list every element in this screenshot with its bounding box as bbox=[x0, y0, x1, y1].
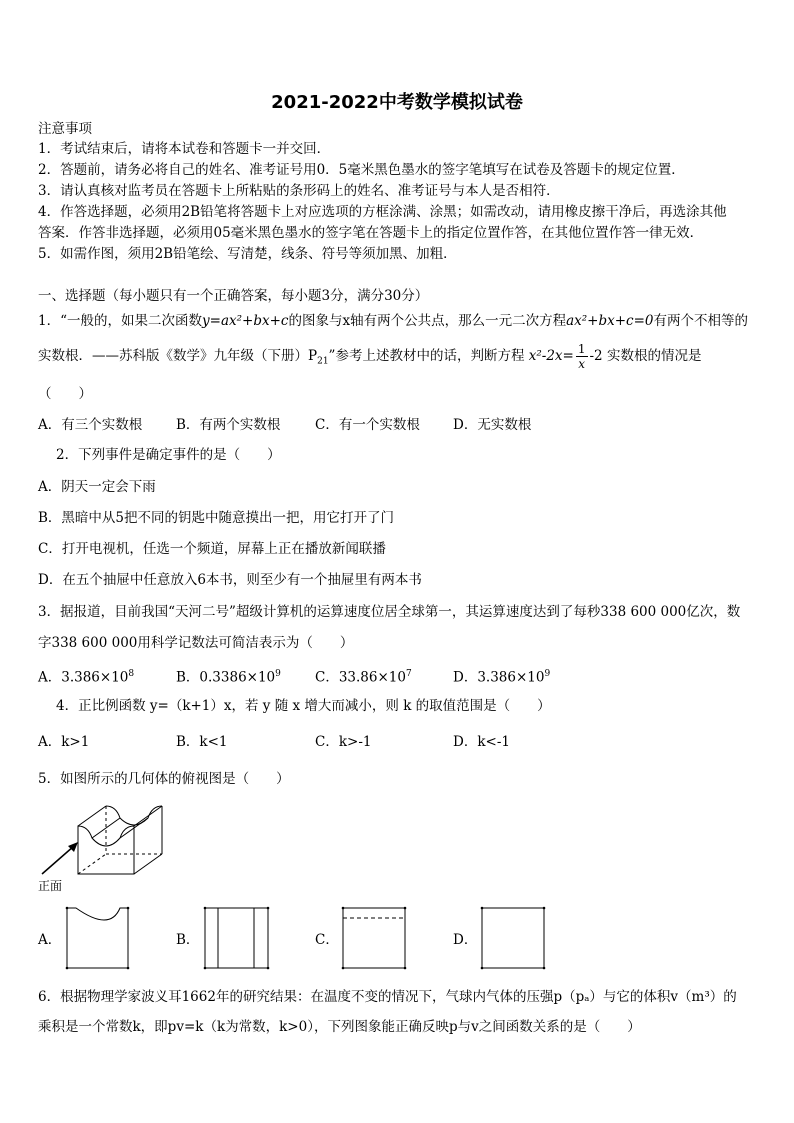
q5-option-c-label[interactable]: C． bbox=[315, 932, 339, 948]
q4-option-c[interactable]: C．k>-1 bbox=[315, 734, 372, 750]
arrow-line bbox=[42, 846, 74, 874]
q5-option-a-figure[interactable] bbox=[64, 904, 132, 972]
notice-item: 5．如需作图，须用2B铅笔绘、写清楚，线条、符号等须加黑、加粗． bbox=[38, 246, 457, 262]
notice-item: 2．答题前，请务必将自己的姓名、准考证号用0．5毫米黑色墨水的签字笔填写在试卷及答题卡的规定位置． bbox=[38, 162, 685, 178]
question-2-stem: 2．下列事件是确定事件的是（ ） bbox=[56, 447, 281, 463]
section-heading: 一、选择题（每小题只有一个正确答案，每小题3分，满分30分） bbox=[38, 288, 429, 304]
q1-option-b[interactable]: B．有两个实数根 bbox=[176, 417, 281, 433]
q5-option-b-figure[interactable] bbox=[202, 904, 272, 972]
q2-option-b[interactable]: B．黑暗中从5把不同的钥匙中随意摸出一把，用它打开了门 bbox=[38, 510, 395, 526]
q5-option-d-label[interactable]: D． bbox=[453, 932, 478, 948]
notice-item: 3．请认真核对监考员在答题卡上所粘贴的条形码上的姓名、准考证号与本人是否相符． bbox=[38, 183, 560, 199]
answer-parenthesis: （ ） bbox=[38, 386, 92, 402]
q1-option-c[interactable]: C．有一个实数根 bbox=[315, 417, 420, 433]
q3-option-c[interactable]: C．$33.86\times 10^7$ bbox=[315, 669, 412, 686]
question-1-line-2: 实数根．——苏科版《数学》九年级（下册）$P_{21}$”参考上述教材中的话，判断方程 x²-2x= $\frac{1}{x}$ -2 实数根的情况是 bbox=[38, 342, 702, 371]
solid-figure bbox=[34, 796, 184, 896]
notice-heading: 注意事项 bbox=[38, 121, 92, 137]
question-3-line-1: 3．据报道，目前我国“天河二号”超级计算机的运算速度位居全球第一，其运算速度达到了每秒338 600 000亿次，数 bbox=[38, 604, 741, 620]
q2-option-d[interactable]: D．在五个抽屉中任意放入6本书，则至少有一个抽屉里有两本书 bbox=[38, 572, 422, 588]
q2-option-a[interactable]: A．阴天一定会下雨 bbox=[38, 479, 156, 495]
q4-option-a[interactable]: A．k>1 bbox=[38, 734, 90, 750]
q5-option-b-label[interactable]: B． bbox=[176, 932, 200, 948]
q1-option-a[interactable]: A．有三个实数根 bbox=[38, 417, 143, 433]
fraction-1-over-x: $\frac{1}{x}$ bbox=[577, 342, 586, 371]
q5-option-a-label[interactable]: A． bbox=[38, 932, 62, 948]
question-3-line-2: 字338 600 000用科学记数法可简洁表示为（ ） bbox=[38, 635, 354, 651]
q1-option-d[interactable]: D．无实数根 bbox=[453, 417, 532, 433]
q4-option-b[interactable]: B．k<1 bbox=[176, 734, 228, 750]
question-6-line-1: 6．根据物理学家波义耳1662年的研究结果：在温度不变的情况下，气球内气体的压强p（pₐ）与它的体积v（m³）的 bbox=[38, 989, 737, 1005]
exam-title: 2021-2022中考数学模拟试卷 bbox=[271, 92, 523, 113]
notice-item: 1．考试结束后，请将本试卷和答题卡一并交回． bbox=[38, 141, 331, 157]
q4-option-d[interactable]: D．k<-1 bbox=[453, 734, 510, 750]
question-6-line-2: 乘积是一个常数k，即pv=k（k为常数，k>0），下列图象能正确反映p与v之间函数关系的是（ ） bbox=[38, 1019, 641, 1035]
notice-item: 答案．作答非选择题，必须用05毫米黑色墨水的签字笔在答题卡上的指定位置作答，在其他位置作答一律无效． bbox=[38, 225, 704, 241]
q3-option-d[interactable]: D．$3.386\times 10^9$ bbox=[453, 669, 551, 686]
q5-option-c-figure[interactable] bbox=[340, 904, 408, 972]
front-label: 正面 bbox=[38, 879, 63, 893]
q3-option-b[interactable]: B．$0.3386\times 10^9$ bbox=[176, 669, 281, 686]
question-4-stem: 4．正比例函数 y=（k+1）x，若 y 随 x 增大而减小，则 k 的取值范围是（ ） bbox=[56, 698, 551, 714]
q3-option-a[interactable]: A．$3.386\times 10^8$ bbox=[38, 669, 135, 686]
q5-option-d-figure[interactable] bbox=[479, 904, 547, 972]
question-5-stem: 5．如图所示的几何体的俯视图是（ ） bbox=[38, 771, 290, 787]
notice-item: 4．作答选择题，必须用2B铅笔将答题卡上对应选项的方框涂满、涂黑；如需改动，请用橡皮擦干净后，再选涂其他 bbox=[38, 204, 727, 220]
q2-option-c[interactable]: C．打开电视机，任选一个频道，屏幕上正在播放新闻联播 bbox=[38, 541, 386, 557]
question-1-line-1: 1．“一般的，如果二次函数y=ax²+bx+c的图象与x轴有两个公共点，那么一元二次方程ax²+bx+c=0有两个不相等的 bbox=[38, 313, 748, 329]
